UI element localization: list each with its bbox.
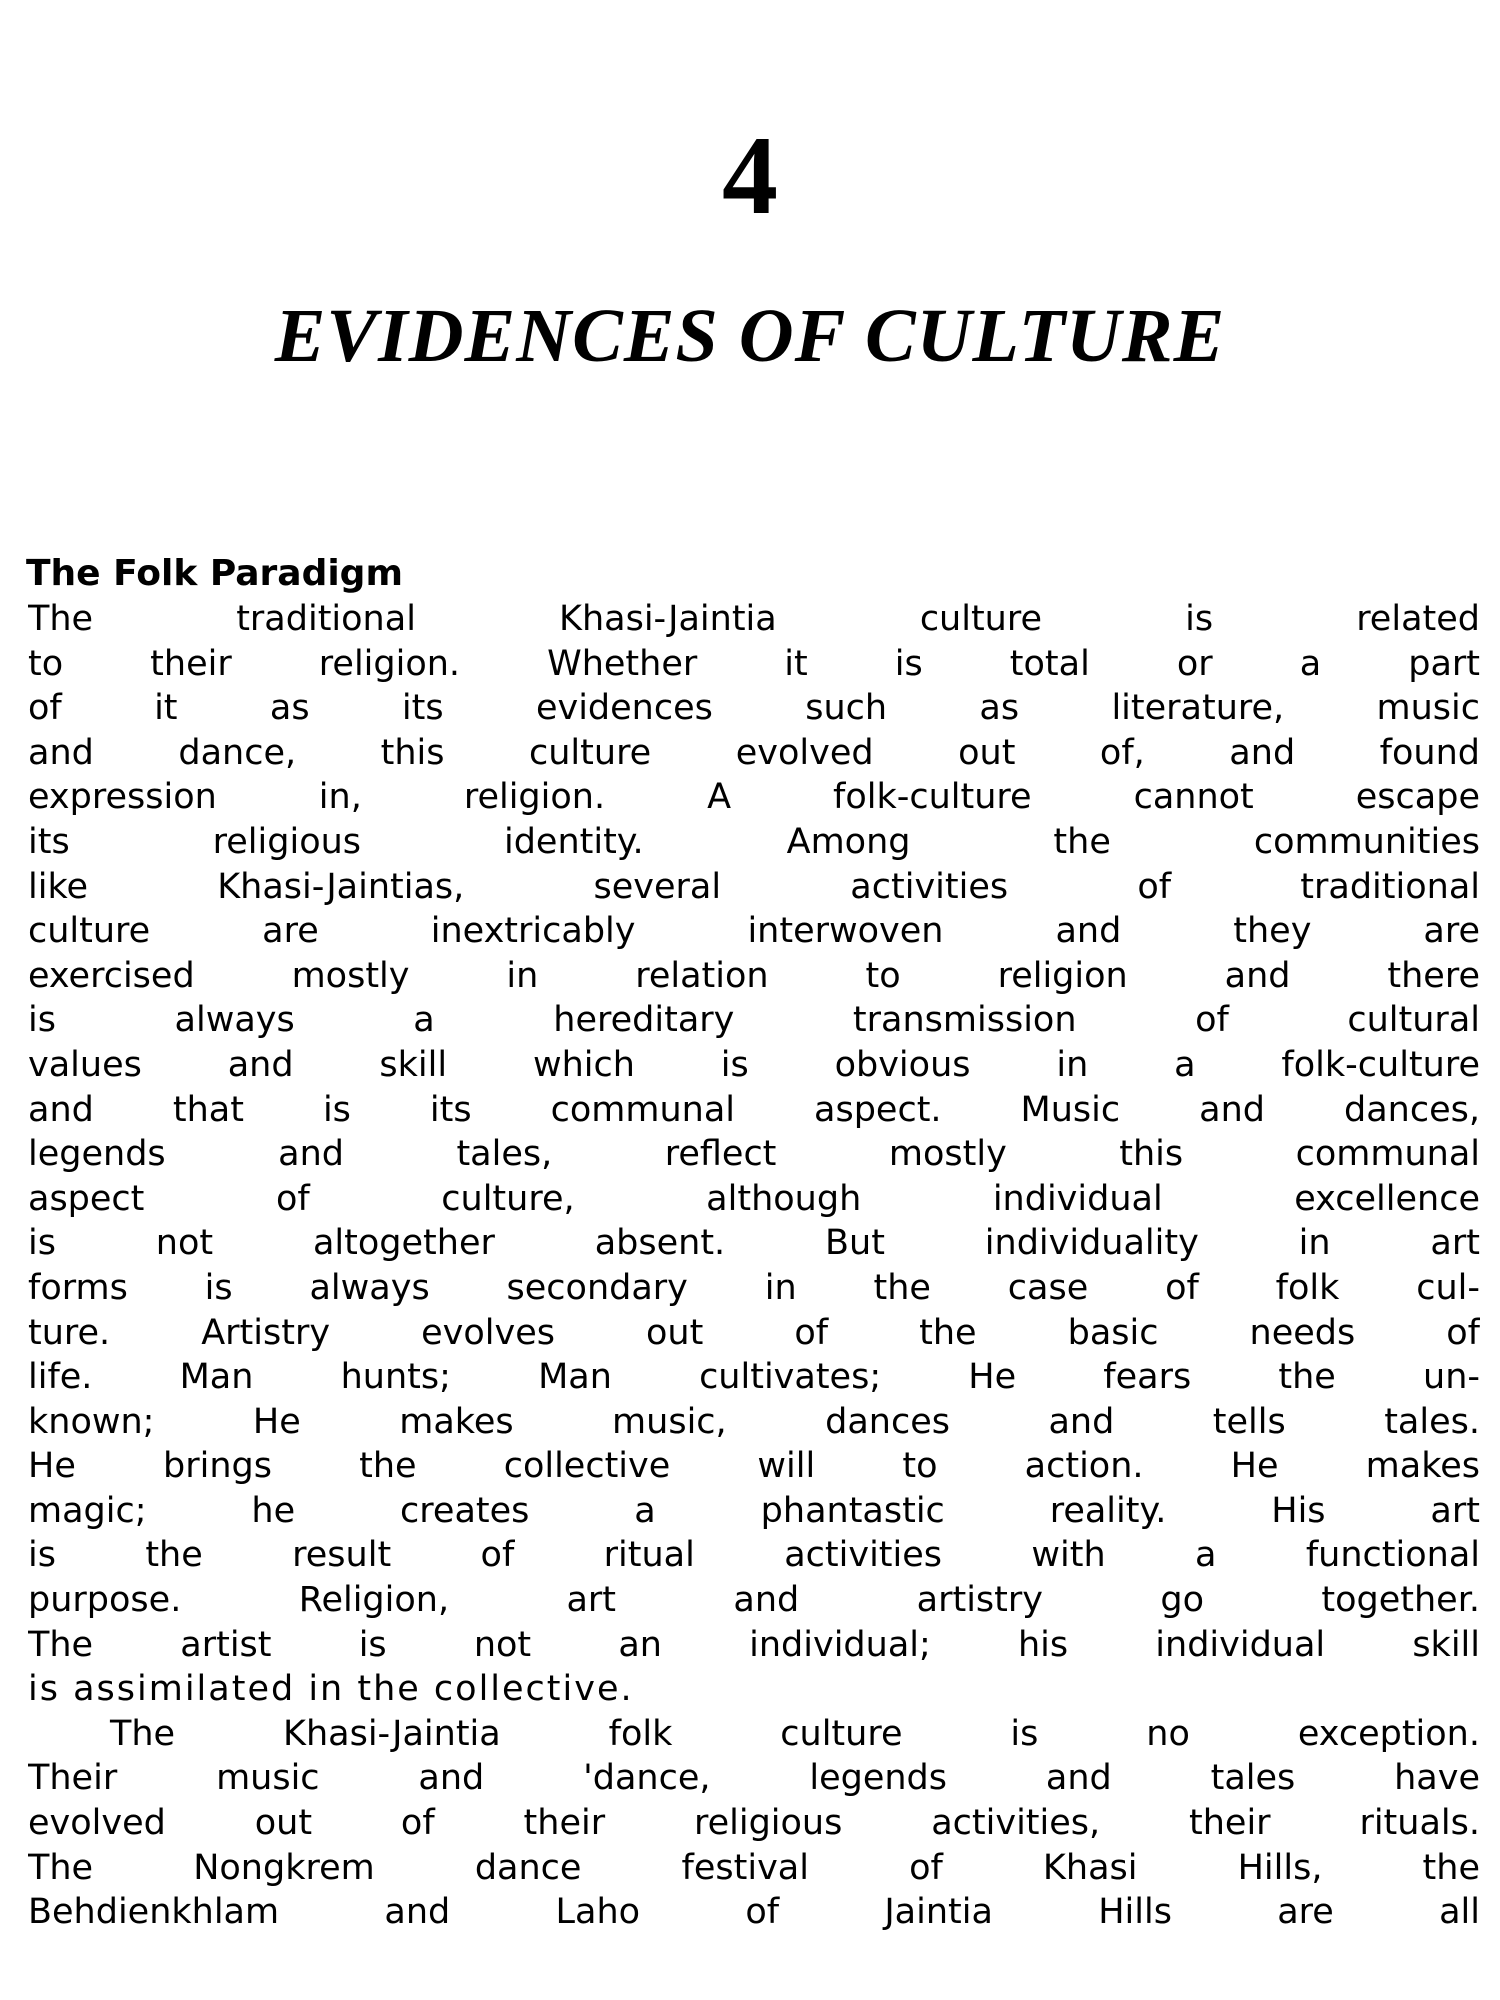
text-line: The Nongkrem dance festival of Khasi Hills, the — [28, 1847, 1480, 1888]
text-line: Their music and 'dance, legends and tales have — [28, 1758, 1480, 1799]
text-line: legends and tales, reflect mostly this communal — [28, 1134, 1480, 1175]
text-line: values and skill which is obvious in a folk-culture — [28, 1044, 1480, 1085]
text-line: The artist is not an individual; his individual skill — [28, 1624, 1480, 1665]
text-line: The traditional Khasi-Jaintia culture is related — [28, 599, 1480, 639]
text-line: culture are inextricably interwoven and they are — [28, 911, 1480, 952]
text-line: forms is always secondary in the case of folk cul- — [28, 1267, 1480, 1308]
text-line: of it as its evidences such as literature, music — [28, 688, 1480, 729]
text-line: expression in, religion. A folk-culture cannot escape — [28, 777, 1480, 818]
text-line: is the result of ritual activities with a functional — [28, 1535, 1480, 1576]
text-line: He brings the collective will to action. He makes — [28, 1446, 1480, 1487]
text-line: exercised mostly in relation to religion and there — [28, 955, 1480, 996]
text-line: and dance, this culture evolved out of, and found — [28, 732, 1480, 773]
text-line: known; He makes music, dances and tells tales. — [28, 1401, 1480, 1442]
section-heading: The Folk Paradigm — [26, 553, 403, 594]
text-line: evolved out of their religious activities, their rituals. — [28, 1803, 1480, 1844]
text-line: is always a hereditary transmission of cultural — [28, 1000, 1480, 1041]
text-line: is assimilated in the collective. — [28, 1669, 634, 1710]
chapter-title: EVIDENCES OF CULTURE — [274, 294, 1226, 378]
text-line: purpose. Religion, art and artistry go together. — [28, 1580, 1480, 1621]
body-text — [28, 597, 1480, 1935]
chapter-number: 4 — [722, 114, 778, 238]
text-line: like Khasi-Jaintias, several activities of traditional — [28, 866, 1480, 907]
text-line: Behdienkhlam and Laho of Jaintia Hills are all — [28, 1892, 1480, 1933]
text-line: magic; he creates a phantastic reality. His art — [28, 1490, 1480, 1531]
text-line: its religious identity. Among the communities — [28, 821, 1480, 862]
text-line: is not altogether absent. But individuality in art — [28, 1223, 1480, 1264]
text-line: The Khasi-Jaintia folk culture is no exception. — [110, 1713, 1480, 1754]
text-line: ture. Artistry evolves out of the basic needs of — [28, 1312, 1480, 1353]
text-line: and that is its communal aspect. Music and dances, — [28, 1089, 1480, 1130]
text-line: life. Man hunts; Man cultivates; He fears the un- — [28, 1357, 1480, 1398]
text-line: to their religion. Whether it is total or a part — [28, 643, 1480, 684]
text-line: aspect of culture, although individual excellence — [28, 1178, 1480, 1219]
